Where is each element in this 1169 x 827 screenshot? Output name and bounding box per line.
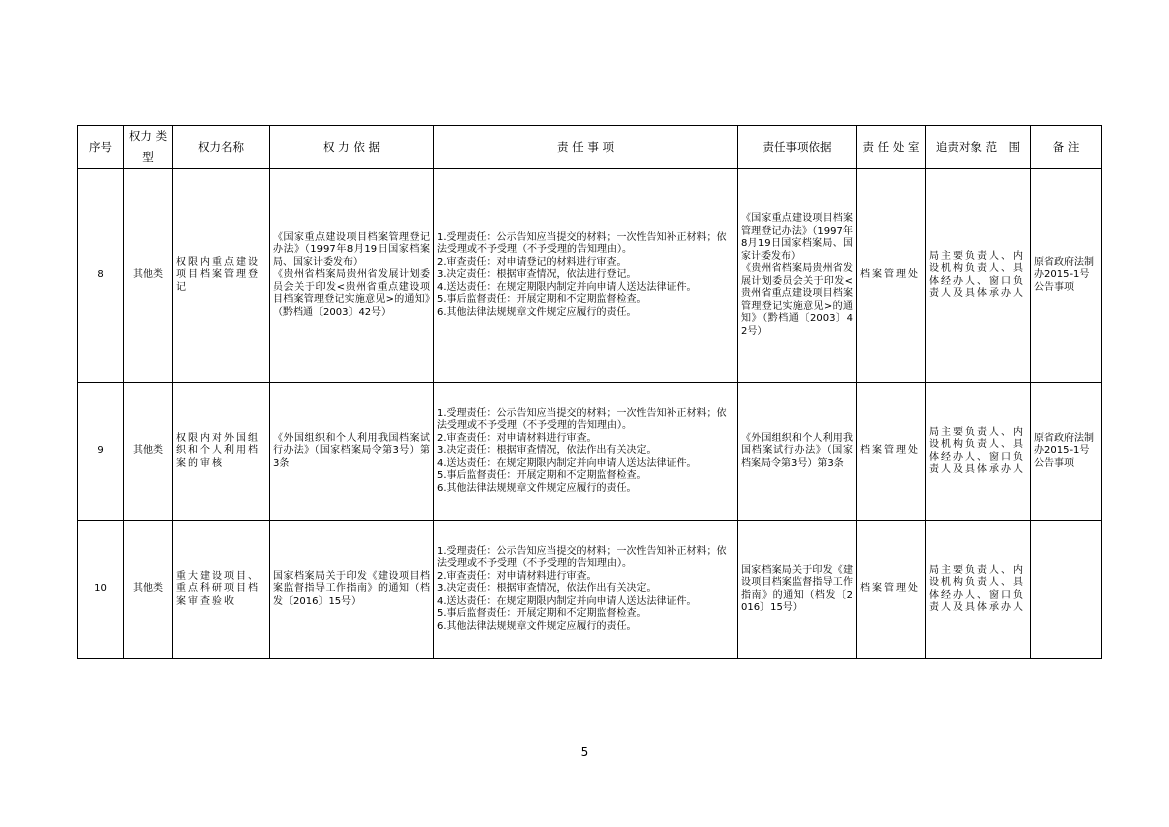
cell-power-type: 其他类: [124, 383, 173, 521]
header-accountability-scope: [926, 126, 1031, 169]
list-item: 5.事后监督责任：开展定期和不定期监督检查。: [437, 470, 647, 482]
list-item: 3.决定责任：根据审查情况，依法作出有关决定。: [437, 583, 657, 595]
header-responsible-office: [857, 126, 926, 169]
cell-seq: 8: [78, 169, 124, 383]
cell-responsible-office: 档案管理处: [857, 169, 926, 383]
cell-power-name: 权限内对外国组织和个人利用档案的审核: [173, 383, 270, 521]
header-power-basis: 权 力 依 据: [270, 126, 434, 169]
list-item: 3.决定责任：根据审查情况，依法作出有关决定。: [437, 445, 657, 457]
header-power-type: [124, 126, 173, 169]
header-responsibility-items: 责 任 事 项: [434, 126, 738, 169]
cell-power-basis: 《国家重点建设项目档案管理登记办法》（1997年8月19日国家档案局、国家计委发布） 《贵州省档案局贵州省发展计划委员会关于印发<贵州省重点建设项目档案管理登记实施意见>的通知》（黔档通〔2003〕42号）: [270, 169, 434, 383]
header-power-name: 权力名称: [173, 126, 270, 169]
cell-items-basis: 《外国组织和个人利用我国档案试行办法》（国家档案局令第3号）第3条: [738, 383, 857, 521]
header-items-basis: 责任事项依据: [738, 126, 857, 169]
cell-items-basis: 《国家重点建设项目档案管理登记办法》（1997年8月19日国家档案局、国家计委发布） 《贵州省档案局贵州省发展计划委员会关于印发<贵州省重点建设项目档案管理登记实施意见>的通知》（黔档通〔2003〕42号）: [738, 169, 857, 383]
list-item: 4.送达责任：在规定期限内制定并向申请人送达法律证件。: [437, 457, 697, 469]
page-number: 5: [580, 745, 589, 759]
header-power-type-line1: 权力: [128, 129, 152, 143]
cell-power-basis: 国家档案局关于印发《建设项目档案监督指导工作指南》的通知（档发〔2016〕15号）: [270, 521, 434, 659]
header-scope-line2: 范 围: [985, 139, 1021, 154]
list-item: 5.事后监督责任：开展定期和不定期监督检查。: [437, 294, 647, 306]
cell-accountability-scope: 局主要负责人、内设机构负责人、具体经办人、窗口负责人及具体承办人: [926, 521, 1031, 659]
list-item: 2.审查责任：对申请登记的材料进行审查。: [437, 256, 627, 268]
cell-remark: 原省政府法制办2015-1号公告事项: [1031, 383, 1102, 521]
cell-accountability-scope: 局主要负责人、内设机构负责人、具体经办人、窗口负责人及具体承办人: [926, 383, 1031, 521]
list-item: 1.受理责任：公示告知应当提交的材料；一次性告知补正材料；依法受理或不予受理（不予受理的告知理由）。: [437, 231, 727, 256]
list-item: 6.其他法律法规规章文件规定应履行的责任。: [437, 620, 637, 632]
cell-responsibility-items: [434, 169, 738, 383]
header-remark: 备 注: [1031, 126, 1102, 169]
header-seq: 序号: [78, 126, 124, 169]
table-row: [78, 169, 1102, 383]
list-item: 1.受理责任：公示告知应当提交的材料；一次性告知补正材料；依法受理或不予受理（不予受理的告知理由）。: [437, 545, 727, 570]
cell-responsible-office: 档案管理处: [857, 383, 926, 521]
header-power-type-line2: 类型: [142, 129, 168, 164]
cell-accountability-scope: 局主要负责人、内设机构负责人、具体经办人、窗口负责人及具体承办人: [926, 169, 1031, 383]
table-row: [78, 383, 1102, 521]
list-item: 6.其他法律法规规章文件规定应履行的责任。: [437, 482, 637, 494]
list-item: 6.其他法律法规规章文件规定应履行的责任。: [437, 306, 637, 318]
list-item: 4.送达责任：在规定期限内制定并向申请人送达法律证件。: [437, 595, 697, 607]
cell-power-type: 其他类: [124, 521, 173, 659]
responsibility-table: [77, 125, 1102, 659]
cell-remark: 原省政府法制办2015-1号公告事项: [1031, 169, 1102, 383]
table-header-row: [78, 126, 1102, 169]
list-item: 1.受理责任：公示告知应当提交的材料；一次性告知补正材料；依法受理或不予受理（不予受理的告知理由）。: [437, 407, 727, 432]
cell-responsibility-items: [434, 383, 738, 521]
header-scope-line1: 追责对象: [935, 139, 982, 154]
header-office-line1: 责 任: [862, 139, 890, 154]
table-row: [78, 521, 1102, 659]
list-item: 3.决定责任：根据审查情况，依法进行登记。: [437, 269, 637, 281]
list-item: 4.送达责任：在规定期限内制定并向申请人送达法律证件。: [437, 281, 697, 293]
cell-power-name: 重大建设项目、重点科研项目档案审查验收: [173, 521, 270, 659]
cell-responsible-office: 档案管理处: [857, 521, 926, 659]
cell-power-type: 其他类: [124, 169, 173, 383]
cell-seq: 9: [78, 383, 124, 521]
cell-items-basis: 国家档案局关于印发《建设项目档案监督指导工作指南》的通知（档发〔2016〕15号）: [738, 521, 857, 659]
list-item: 2.审查责任：对申请材料进行审查。: [437, 570, 597, 582]
cell-seq: 10: [78, 521, 124, 659]
list-item: 2.审查责任：对申请材料进行审查。: [437, 432, 597, 444]
cell-power-basis: 《外国组织和个人利用我国档案试行办法》（国家档案局令第3号）第3条: [270, 383, 434, 521]
cell-responsibility-items: [434, 521, 738, 659]
header-office-line2: 处 室: [892, 139, 920, 154]
cell-remark: [1031, 521, 1102, 659]
cell-power-name: 权限内重点建设项目档案管理登记: [173, 169, 270, 383]
list-item: 5.事后监督责任：开展定期和不定期监督检查。: [437, 608, 647, 620]
